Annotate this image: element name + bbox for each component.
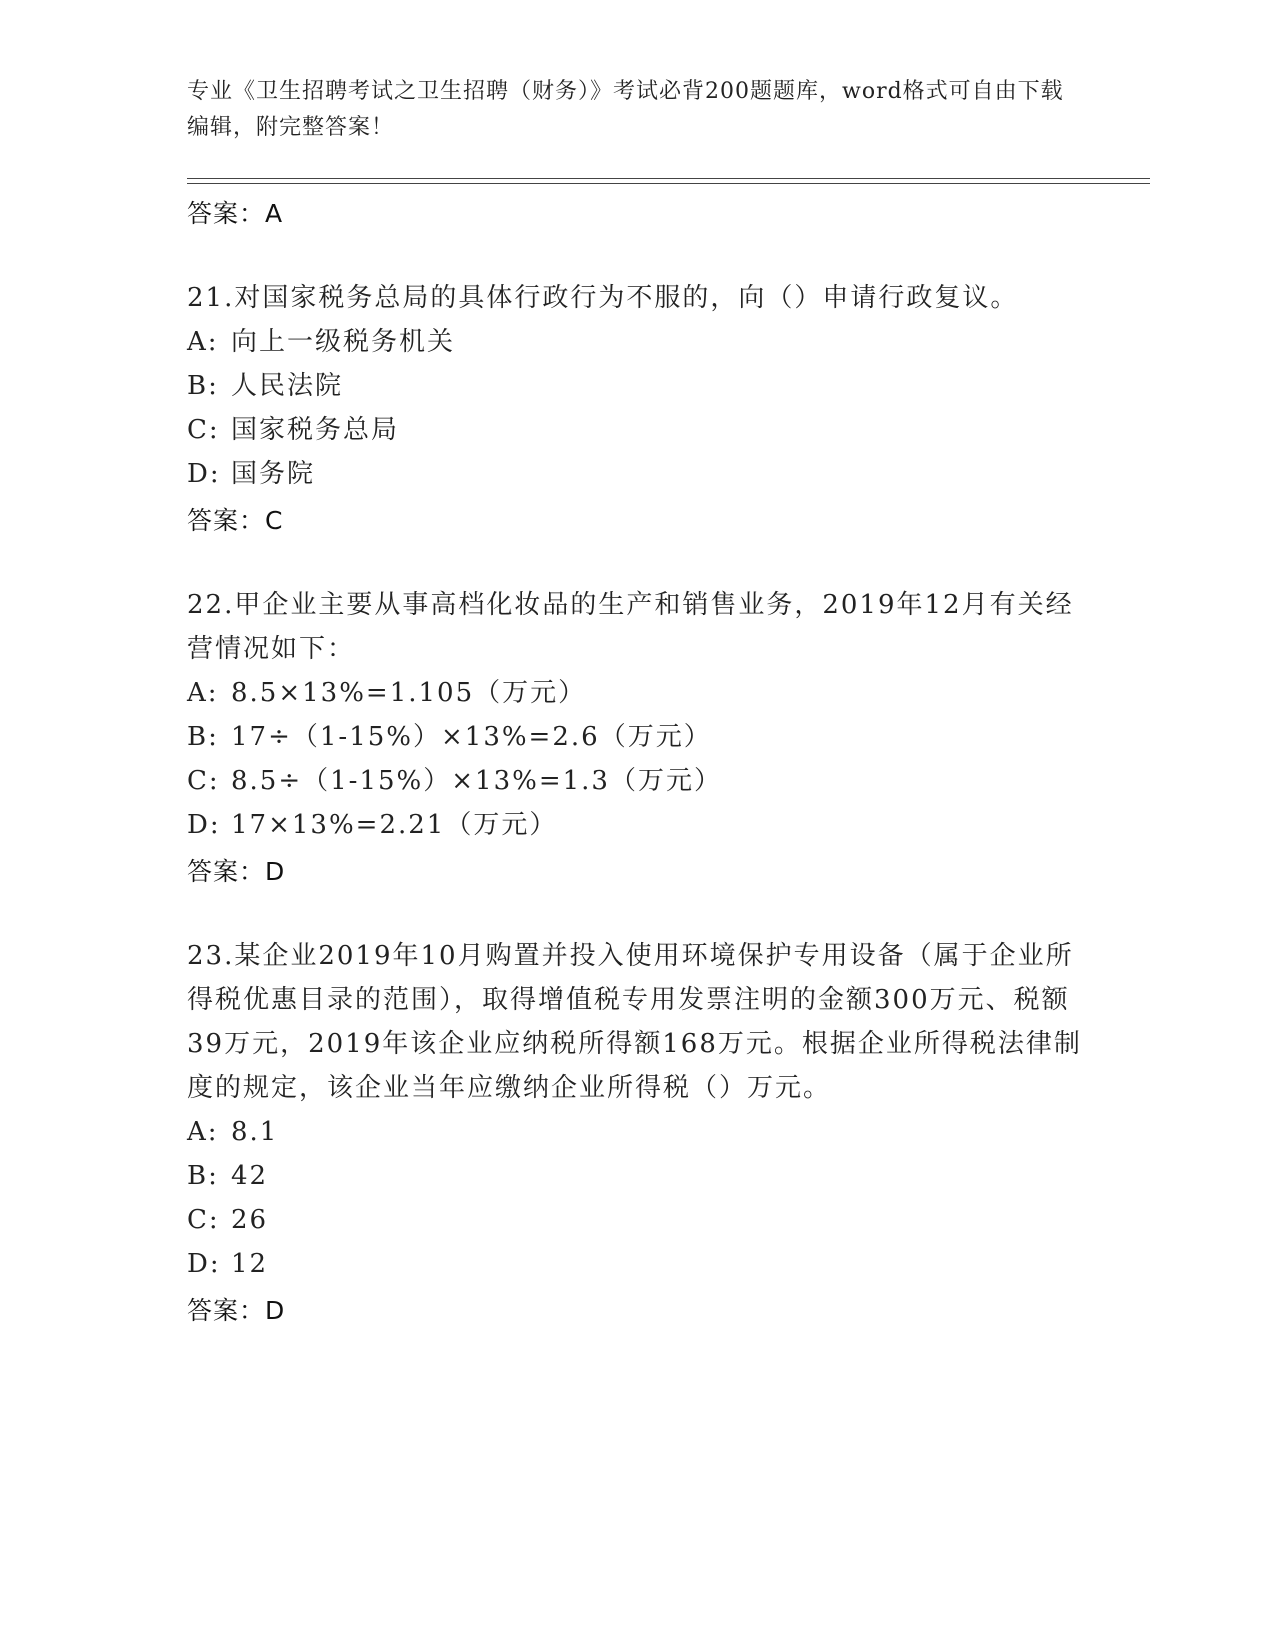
- option-label: D:: [187, 459, 221, 489]
- option-b: [187, 715, 1087, 759]
- option-b: [187, 1154, 1087, 1198]
- option-d: [187, 1242, 1087, 1286]
- option-d: [187, 452, 1087, 496]
- option-text: 8.5×13%=1.105（万元）: [231, 678, 587, 708]
- option-label: A:: [187, 678, 219, 708]
- option-text: 42: [231, 1161, 269, 1191]
- question-text: 23.某企业2019年10月购置并投入使用环境保护专用设备（属于企业所得税优惠目录的范围），取得增值税专用发票注明的金额300万元、税额39万元，2019年该企业应纳税所得额168万元。根据企业所得税法律制度的规定，该企业当年应缴纳企业所得税（）万元。: [187, 941, 1082, 1103]
- question-block-23: [187, 934, 1087, 1331]
- question-text: 22.甲企业主要从事高档化妆品的生产和销售业务，2019年12月有关经营情况如下：: [187, 590, 1074, 664]
- option-text: 国家税务总局: [231, 415, 400, 445]
- answer-line: 答案：D: [187, 857, 286, 886]
- option-text: 8.1: [231, 1117, 279, 1147]
- document-header: 专业《卫生招聘考试之卫生招聘（财务）》考试必背200题题库，word格式可自由下载编辑，附完整答案！: [187, 79, 1064, 140]
- option-b: [187, 364, 1087, 408]
- option-label: B:: [187, 722, 219, 752]
- option-label: D:: [187, 1249, 221, 1279]
- option-label: C:: [187, 1205, 220, 1235]
- option-text: 17÷（1-15%）×13%=2.6（万元）: [231, 722, 712, 752]
- option-label: A:: [187, 1117, 219, 1147]
- question-block-21: [187, 276, 1087, 541]
- header-divider-top: [187, 178, 1150, 179]
- option-text: 国务院: [231, 459, 316, 489]
- option-a: [187, 1110, 1087, 1154]
- option-c: [187, 1198, 1087, 1242]
- answer-line: 答案：D: [187, 1296, 286, 1325]
- option-text: 8.5÷（1-15%）×13%=1.3（万元）: [231, 766, 722, 796]
- option-text: 12: [231, 1249, 269, 1279]
- option-d: [187, 803, 1087, 847]
- option-label: B:: [187, 1161, 219, 1191]
- answer-line: 答案：C: [187, 506, 284, 535]
- header-divider-bottom: [187, 183, 1150, 184]
- option-label: A:: [187, 327, 219, 357]
- option-a: [187, 671, 1087, 715]
- option-text: 向上一级税务机关: [231, 327, 456, 357]
- answer-line: 答案：A: [187, 199, 284, 228]
- option-c: [187, 408, 1087, 452]
- option-c: [187, 759, 1087, 803]
- option-label: D:: [187, 810, 221, 840]
- option-a: [187, 320, 1087, 364]
- question-text: 21.对国家税务总局的具体行政行为不服的，向（）申请行政复议。: [187, 283, 1019, 313]
- option-text: 26: [231, 1205, 269, 1235]
- question-content: [187, 189, 1087, 1331]
- option-text: 17×13%=2.21（万元）: [231, 810, 558, 840]
- option-label: C:: [187, 766, 220, 796]
- option-label: C:: [187, 415, 220, 445]
- option-text: 人民法院: [231, 371, 344, 401]
- question-block-22: [187, 583, 1087, 892]
- option-label: B:: [187, 371, 219, 401]
